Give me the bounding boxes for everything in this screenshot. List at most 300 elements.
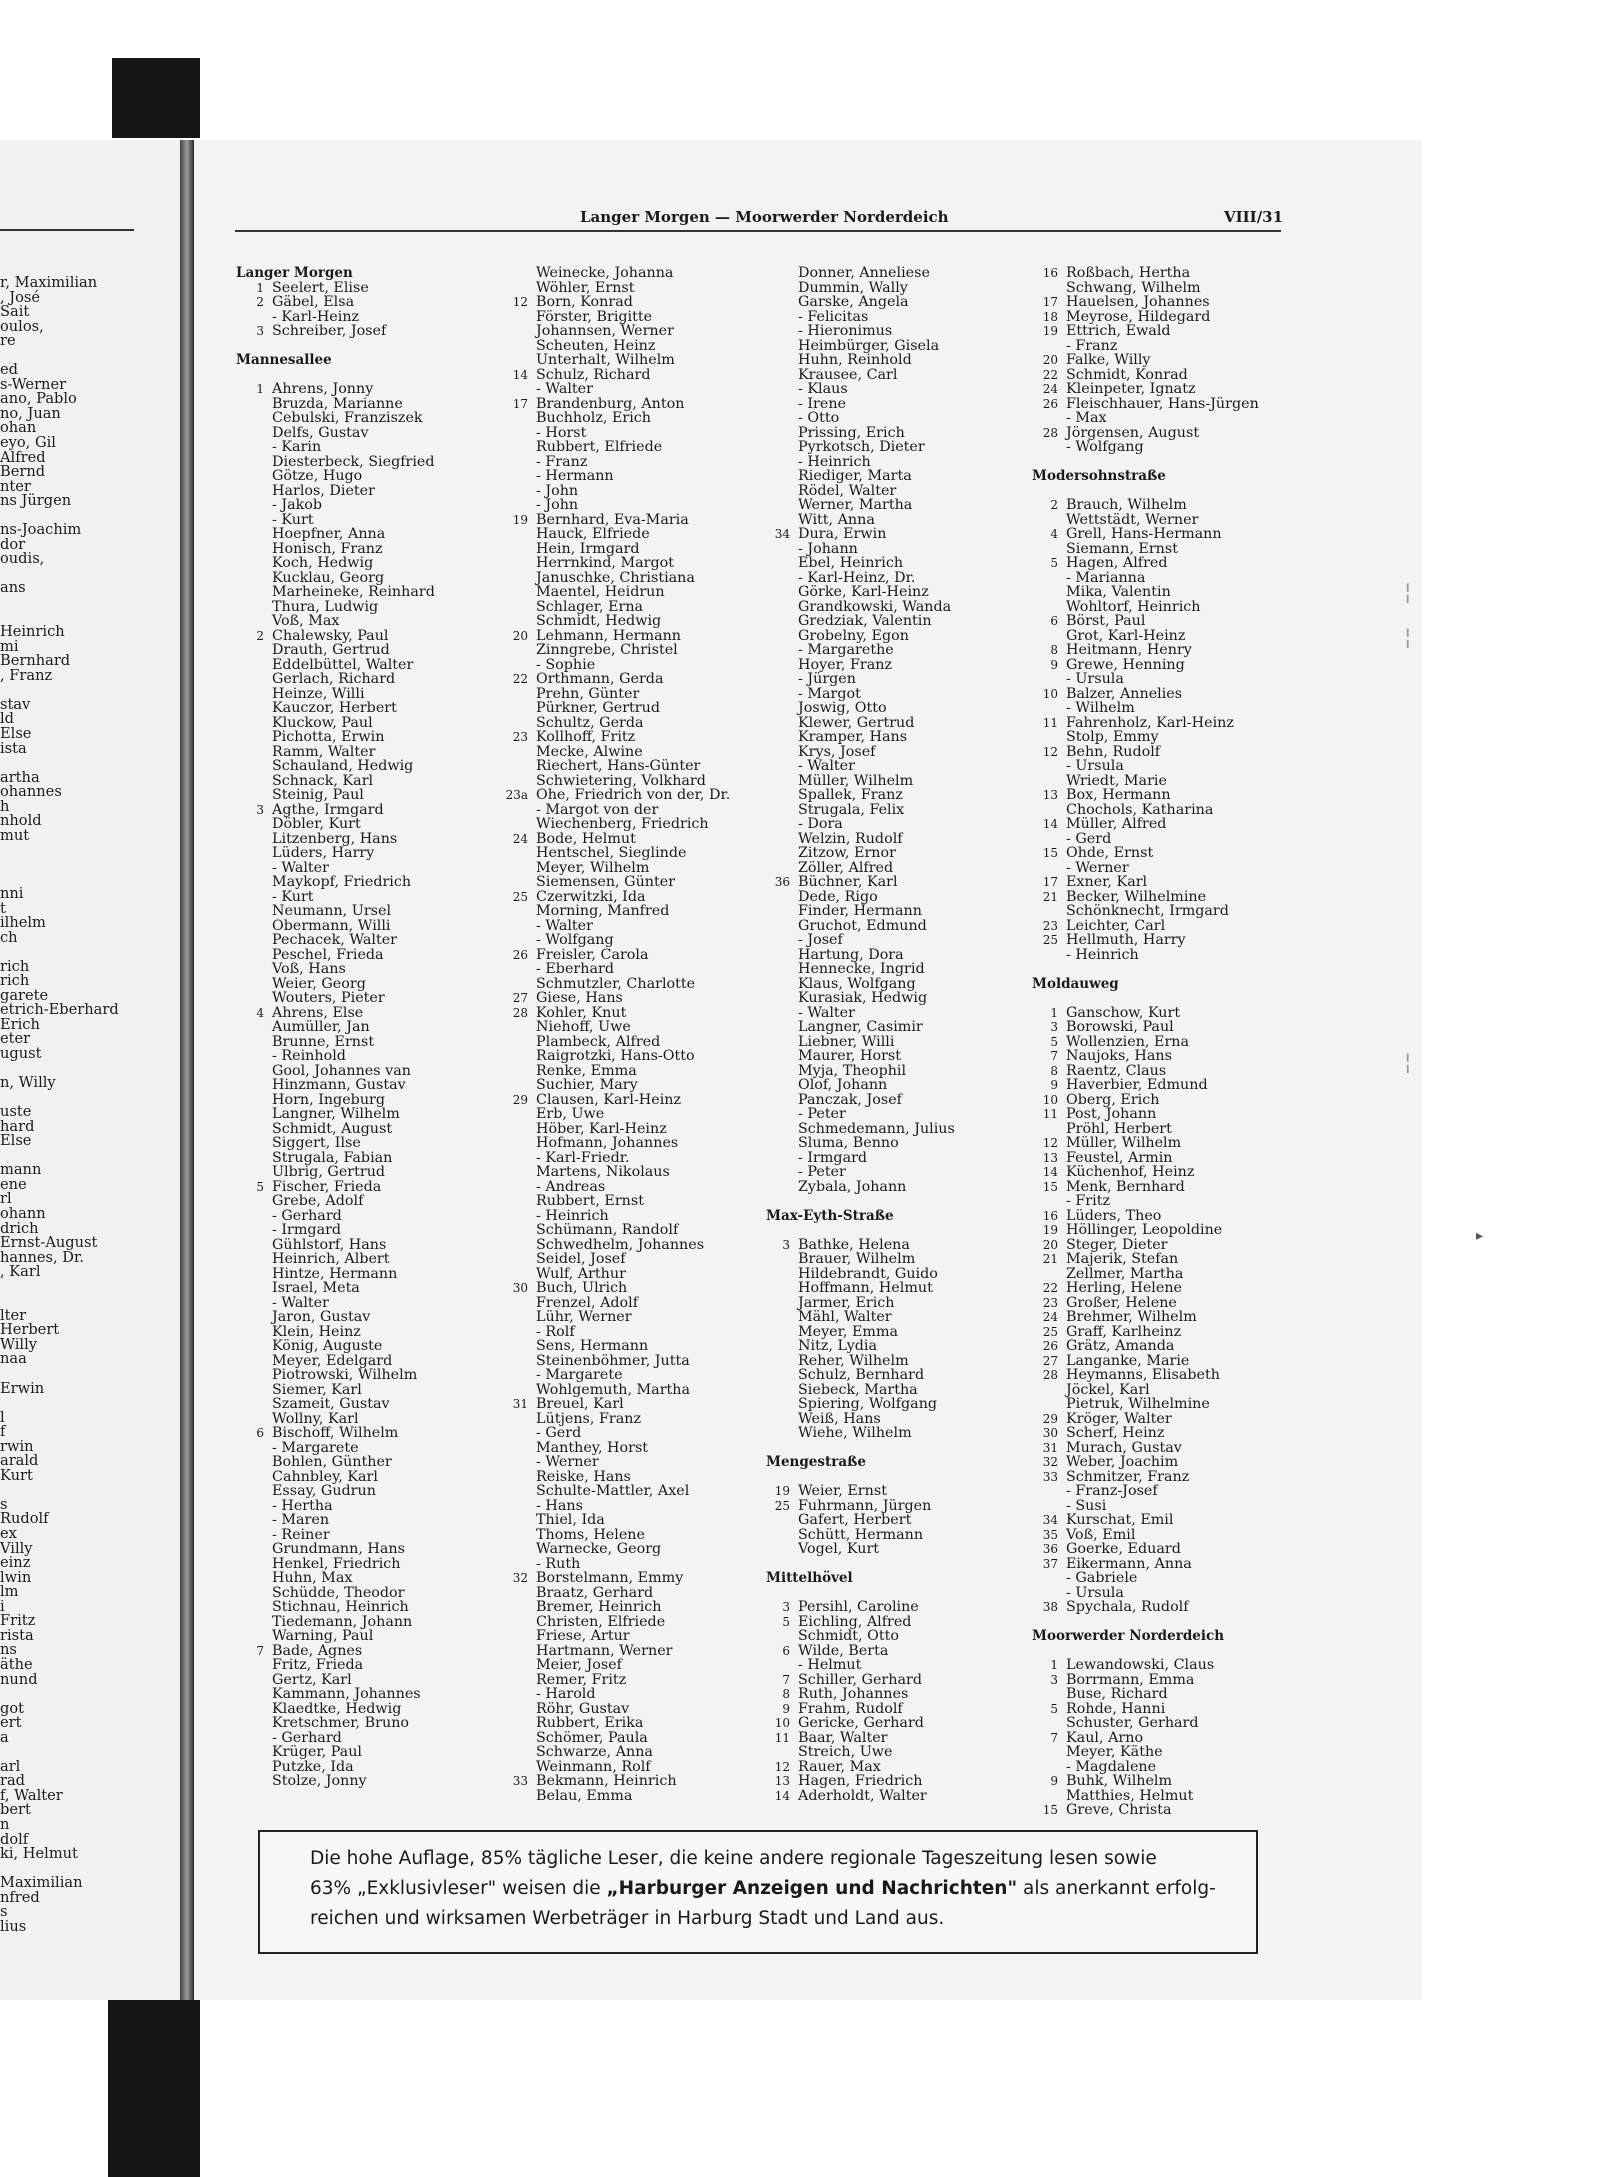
resident-entry — [236, 1412, 436, 1427]
resident-name: Wohlgemuth, Martha — [536, 1381, 691, 1398]
left-page-line: Willy — [0, 1335, 37, 1353]
resident-name: Grot, Karl-Heinz — [1066, 627, 1186, 644]
house-number — [1032, 600, 1066, 615]
house-number — [766, 266, 798, 281]
left-page-line: re — [0, 332, 16, 350]
resident-name: Wiehe, Wilhelm — [798, 1425, 912, 1441]
resident-name: - Franz — [1066, 337, 1118, 354]
resident-name: Wöhler, Ernst — [536, 279, 635, 296]
resident-entry — [1032, 1760, 1292, 1775]
resident-name: - Rolf — [536, 1323, 575, 1340]
resident-entry — [766, 1412, 1026, 1427]
left-page-line — [0, 1280, 178, 1295]
resident-entry — [766, 687, 1026, 702]
resident-name: Heymanns, Elisabeth — [1066, 1367, 1220, 1383]
resident-entry — [766, 571, 1026, 586]
house-number — [504, 1760, 536, 1775]
left-page-line: ld — [0, 710, 15, 728]
house-number — [236, 1629, 272, 1644]
resident-name: Röhr, Gustav — [536, 1700, 630, 1717]
resident-entry — [1032, 382, 1292, 397]
resident-entry — [766, 614, 1026, 629]
resident-name: Zybala, Johann — [798, 1178, 907, 1195]
resident-entry — [766, 1049, 1026, 1064]
resident-entry — [236, 1397, 436, 1412]
house-number — [766, 382, 798, 397]
house-number — [766, 1078, 798, 1093]
resident-name: Buchholz, Erich — [536, 410, 651, 426]
resident-name: Siebeck, Martha — [798, 1381, 918, 1398]
resident-entry — [766, 542, 1026, 557]
house-number — [504, 687, 536, 702]
resident-entry — [766, 1325, 1026, 1340]
resident-entry — [504, 745, 774, 760]
resident-entry — [236, 1441, 436, 1456]
house-number — [504, 977, 536, 992]
house-number — [236, 1223, 272, 1238]
resident-entry — [504, 455, 774, 470]
house-number — [236, 411, 272, 426]
house-number: 9 — [1050, 1078, 1058, 1092]
street-heading: Mannesallee — [236, 352, 332, 368]
resident-entry — [1032, 1122, 1292, 1137]
house-number — [504, 1223, 536, 1238]
resident-name: Harlos, Dieter — [272, 482, 375, 499]
house-number — [766, 890, 798, 905]
resident-entry — [236, 890, 436, 905]
resident-entry — [1032, 846, 1292, 861]
resident-name: Liebner, Willi — [798, 1033, 895, 1050]
resident-entry — [504, 614, 774, 629]
resident-name: Hellmuth, Harry — [1066, 932, 1186, 948]
resident-name: Persihl, Caroline — [798, 1599, 919, 1615]
blank-line — [1032, 484, 1292, 499]
resident-name: Braatz, Gerhard — [536, 1584, 654, 1601]
house-number — [236, 962, 272, 977]
street-heading: Mengestraße — [766, 1454, 866, 1470]
house-number: 9 — [782, 1701, 790, 1716]
house-number — [236, 1412, 272, 1427]
resident-entry — [504, 1557, 774, 1572]
house-number — [504, 600, 536, 615]
resident-name: Bade, Agnes — [272, 1642, 363, 1659]
left-page-line: s — [0, 1495, 8, 1513]
resident-name: Wulf, Arthur — [536, 1265, 626, 1282]
left-page-line — [0, 596, 178, 611]
resident-name: Weinecke, Johanna — [536, 265, 674, 281]
house-number — [766, 687, 798, 702]
resident-name: Voß, Hans — [272, 961, 346, 977]
house-number — [504, 1238, 536, 1253]
house-number — [504, 1484, 536, 1499]
house-number — [766, 948, 798, 963]
resident-entry — [504, 1064, 774, 1079]
house-number — [766, 1325, 798, 1340]
resident-name: - Walter — [798, 758, 855, 774]
house-number: 6 — [1050, 614, 1058, 628]
house-number: 33 — [512, 1774, 528, 1788]
resident-name: Wilde, Berta — [798, 1642, 889, 1659]
resident-name: Schulte-Mattler, Axel — [536, 1483, 690, 1499]
resident-name: Spychala, Rudolf — [1066, 1599, 1189, 1615]
resident-entry — [766, 585, 1026, 600]
resident-name: Kluckow, Paul — [272, 714, 373, 731]
resident-name: Welzin, Rudolf — [798, 830, 903, 847]
resident-name: Born, Konrad — [536, 294, 633, 310]
house-number: 3 — [1050, 1020, 1058, 1034]
resident-entry — [236, 585, 436, 600]
resident-name: - Gerhard — [272, 1729, 342, 1746]
left-page-line: ilhelm — [0, 914, 46, 932]
resident-entry — [236, 933, 436, 948]
left-page-line: ns Jürgen — [0, 492, 72, 510]
house-number — [236, 1542, 272, 1557]
house-number: 25 — [512, 889, 528, 904]
resident-entry — [766, 513, 1026, 528]
resident-entry — [504, 1615, 774, 1630]
resident-name: Werner, Martha — [798, 497, 913, 513]
resident-entry — [1032, 1658, 1292, 1673]
house-number: 25 — [774, 1498, 790, 1513]
resident-entry — [236, 875, 436, 890]
house-number: 16 — [1042, 1208, 1058, 1223]
resident-name: Hennecke, Ingrid — [798, 961, 925, 977]
resident-name: Thoms, Helene — [536, 1526, 645, 1543]
resident-entry — [236, 1354, 436, 1369]
resident-name: - Werner — [1066, 859, 1129, 876]
house-number: 23 — [1042, 918, 1058, 933]
left-page-line: ohan — [0, 419, 37, 437]
resident-name: - Franz — [536, 453, 588, 470]
resident-name: - John — [536, 482, 579, 499]
left-page-line: oudis, — [0, 550, 45, 568]
resident-name: Jarmer, Erich — [798, 1294, 895, 1311]
resident-name: Frenzel, Adolf — [536, 1294, 639, 1311]
resident-name: Raigrotzki, Hans-Otto — [536, 1048, 695, 1064]
resident-name: Leichter, Carl — [1066, 917, 1166, 934]
house-number — [504, 469, 536, 484]
resident-entry — [504, 498, 774, 513]
resident-name: Stolze, Jonny — [272, 1773, 367, 1789]
house-number — [766, 1281, 798, 1296]
resident-name: König, Auguste — [272, 1338, 383, 1354]
header-rule — [235, 230, 1281, 232]
resident-name: Ramm, Walter — [272, 743, 376, 760]
house-number — [236, 1600, 272, 1615]
resident-entry — [766, 1064, 1026, 1079]
resident-entry — [766, 353, 1026, 368]
house-number — [504, 658, 536, 673]
house-number — [236, 1238, 272, 1253]
resident-name: Schwedhelm, Johannes — [536, 1236, 705, 1253]
resident-entry — [504, 716, 774, 731]
resident-entry — [236, 832, 436, 847]
resident-name: - Magdalene — [1066, 1758, 1157, 1775]
resident-entry — [766, 1644, 1026, 1659]
resident-entry — [766, 1673, 1026, 1688]
resident-entry — [766, 658, 1026, 673]
resident-entry — [766, 1542, 1026, 1557]
house-number — [236, 571, 272, 586]
resident-entry — [1032, 658, 1292, 673]
resident-entry — [236, 846, 436, 861]
resident-name: Jöckel, Karl — [1066, 1381, 1150, 1398]
resident-entry — [1032, 426, 1292, 441]
resident-name: Suchier, Mary — [536, 1077, 638, 1093]
house-number — [236, 904, 272, 919]
resident-name: Becker, Wilhelmine — [1066, 888, 1207, 905]
house-number: 2 — [1050, 498, 1058, 512]
resident-entry — [766, 948, 1026, 963]
left-page-line: nund — [0, 1670, 38, 1688]
house-number — [236, 1020, 272, 1035]
resident-entry — [766, 556, 1026, 571]
left-page-line: Erich — [0, 1015, 40, 1033]
house-number — [766, 1267, 798, 1282]
resident-entry — [1032, 600, 1292, 615]
house-number — [766, 585, 798, 600]
resident-name: Renke, Emma — [536, 1062, 637, 1079]
resident-name: Breuel, Karl — [536, 1396, 624, 1412]
house-number: 22 — [1042, 367, 1058, 382]
left-page-line: Else — [0, 1132, 32, 1150]
resident-entry — [504, 1586, 774, 1601]
house-number — [504, 440, 536, 455]
resident-entry — [236, 1310, 436, 1325]
house-number — [236, 991, 272, 1006]
house-number — [504, 1107, 536, 1122]
resident-entry — [236, 469, 436, 484]
resident-name: Ahrens, Else — [272, 1004, 364, 1021]
resident-entry — [1032, 281, 1292, 296]
resident-name: Heinrich, Albert — [272, 1251, 390, 1267]
resident-entry — [766, 962, 1026, 977]
resident-entry — [504, 1165, 774, 1180]
resident-entry — [236, 1571, 436, 1586]
resident-entry — [1032, 1702, 1292, 1717]
house-number: 26 — [512, 947, 528, 962]
house-number — [236, 1064, 272, 1079]
house-number — [766, 861, 798, 876]
resident-name: Grell, Hans-Hermann — [1066, 526, 1222, 542]
house-number — [236, 1354, 272, 1369]
resident-entry — [236, 1542, 436, 1557]
resident-name: - Heinrich — [536, 1207, 609, 1224]
house-number — [236, 1499, 272, 1514]
resident-entry — [504, 600, 774, 615]
blank-line — [1032, 1615, 1292, 1630]
house-number: 19 — [774, 1484, 790, 1498]
resident-name: Wouters, Pieter — [272, 990, 385, 1006]
house-number — [1032, 803, 1066, 818]
resident-name: - Wilhelm — [1066, 700, 1135, 716]
resident-name: Rubbert, Ernst — [536, 1193, 644, 1209]
resident-entry — [504, 1760, 774, 1775]
resident-name: Schuster, Gerhard — [1066, 1715, 1199, 1731]
resident-name: Prehn, Günter — [536, 685, 640, 702]
blank-line — [236, 339, 436, 354]
resident-entry — [504, 803, 774, 818]
resident-name: - Peter — [798, 1106, 846, 1122]
resident-entry — [504, 1629, 774, 1644]
resident-name: Post, Johann — [1066, 1106, 1157, 1122]
house-number — [1032, 672, 1066, 687]
resident-name: Rohde, Hanni — [1066, 1700, 1166, 1717]
left-page-line: t — [0, 899, 6, 917]
resident-name: - Gerhard — [272, 1207, 342, 1224]
resident-entry — [504, 527, 774, 542]
resident-entry — [1032, 1484, 1292, 1499]
resident-entry — [236, 1165, 436, 1180]
resident-entry — [504, 353, 774, 368]
left-page-text — [0, 276, 178, 1934]
house-number — [504, 803, 536, 818]
resident-name: Graff, Karlheinz — [1066, 1323, 1182, 1340]
blank-line — [1032, 455, 1292, 470]
resident-entry — [236, 382, 436, 397]
resident-entry — [504, 1441, 774, 1456]
resident-entry — [504, 1774, 774, 1789]
resident-entry — [504, 411, 774, 426]
house-number — [504, 1789, 536, 1804]
resident-name: Meyer, Emma — [798, 1323, 899, 1340]
resident-name: Essay, Gudrun — [272, 1483, 376, 1499]
resident-name: Erb, Uwe — [536, 1106, 605, 1122]
resident-entry — [1032, 803, 1292, 818]
house-number: 13 — [1042, 1150, 1058, 1165]
resident-name: - Hermann — [536, 468, 614, 484]
resident-name: Lüders, Harry — [272, 845, 375, 861]
house-number: 31 — [512, 1397, 528, 1411]
resident-name: Kröger, Walter — [1066, 1410, 1172, 1427]
resident-name: Scheuten, Heinz — [536, 337, 656, 354]
ad-line-2-end: als anerkannt erfolg- — [1023, 1878, 1216, 1899]
resident-name: Hauck, Elfriede — [536, 526, 650, 542]
house-number: 13 — [1042, 788, 1058, 802]
house-number — [766, 716, 798, 731]
left-page-line — [0, 567, 178, 582]
house-number — [504, 527, 536, 542]
resident-entry — [504, 1513, 774, 1528]
left-page-line: nter — [0, 477, 31, 495]
resident-name: - Jakob — [272, 497, 323, 513]
house-number — [766, 1136, 798, 1151]
resident-entry — [766, 1252, 1026, 1267]
house-number: 26 — [1042, 396, 1058, 411]
house-number: 16 — [1042, 266, 1058, 280]
resident-entry — [504, 382, 774, 397]
resident-name: - Karl-Friedr. — [536, 1149, 630, 1166]
resident-entry — [766, 1426, 1026, 1441]
resident-name: - Wolfgang — [536, 932, 614, 948]
house-number — [1032, 585, 1066, 600]
resident-entry — [766, 1760, 1026, 1775]
resident-entry — [236, 817, 436, 832]
house-number: 19 — [512, 512, 528, 527]
resident-name: Küchenhof, Heinz — [1066, 1164, 1195, 1180]
house-number: 7 — [1050, 1049, 1058, 1063]
resident-name: Stichnau, Heinrich — [272, 1599, 409, 1615]
house-number — [236, 701, 272, 716]
resident-entry — [504, 1223, 774, 1238]
resident-entry — [1032, 1310, 1292, 1325]
resident-name: Obermann, Willi — [272, 917, 391, 934]
resident-name: Müller, Alfred — [1066, 816, 1167, 832]
resident-name: Witt, Anna — [798, 511, 875, 528]
resident-entry — [766, 1702, 1026, 1717]
house-number — [1032, 1194, 1066, 1209]
resident-entry — [766, 426, 1026, 441]
resident-entry — [504, 933, 774, 948]
resident-entry — [766, 1267, 1026, 1282]
resident-name: Sluma, Benno — [798, 1135, 899, 1151]
resident-entry — [504, 861, 774, 876]
house-number — [766, 1397, 798, 1412]
house-number — [236, 817, 272, 832]
resident-entry — [504, 1731, 774, 1746]
resident-name: Langner, Casimir — [798, 1019, 923, 1035]
house-number — [504, 353, 536, 368]
resident-name: Gruchot, Edmund — [798, 917, 927, 934]
resident-name: Hartung, Dora — [798, 946, 904, 963]
resident-entry — [766, 919, 1026, 934]
resident-name: Schlager, Erna — [536, 598, 644, 615]
house-number: 8 — [1050, 643, 1058, 657]
resident-entry — [766, 1731, 1026, 1746]
house-number: 7 — [782, 1672, 790, 1687]
resident-entry — [504, 817, 774, 832]
left-page-line: , Karl — [0, 1263, 41, 1281]
house-number — [504, 1064, 536, 1079]
resident-entry — [766, 324, 1026, 339]
resident-entry — [766, 629, 1026, 644]
resident-entry — [1032, 295, 1292, 310]
resident-entry — [1032, 1368, 1292, 1383]
resident-name: - Walter — [536, 917, 593, 934]
resident-entry — [504, 1644, 774, 1659]
resident-name: Fuhrmann, Jürgen — [798, 1497, 932, 1514]
resident-entry — [504, 1499, 774, 1514]
resident-name: Huhn, Max — [272, 1570, 353, 1586]
resident-name: Zöller, Alfred — [798, 859, 894, 876]
resident-name: Schauland, Hedwig — [272, 758, 414, 774]
resident-entry — [1032, 832, 1292, 847]
resident-entry — [1032, 527, 1292, 542]
resident-entry — [236, 1673, 436, 1688]
resident-name: Szameit, Gustav — [272, 1396, 390, 1412]
house-number — [236, 1136, 272, 1151]
resident-entry — [766, 745, 1026, 760]
resident-name: - Ruth — [536, 1555, 581, 1572]
resident-name: Schwarze, Anna — [536, 1744, 653, 1760]
resident-entry — [504, 1180, 774, 1195]
house-number: 22 — [1042, 1281, 1058, 1295]
resident-entry — [236, 1325, 436, 1340]
resident-name: Feustel, Armin — [1066, 1149, 1173, 1166]
house-number — [236, 643, 272, 658]
house-number: 2 — [256, 295, 264, 309]
resident-entry — [1032, 1412, 1292, 1427]
left-page-line: uste — [0, 1103, 32, 1121]
resident-name: - Helmut — [798, 1657, 862, 1673]
resident-name: Klewer, Gertrud — [798, 714, 915, 731]
resident-entry — [1032, 1049, 1292, 1064]
resident-entry — [1032, 1165, 1292, 1180]
blank-line — [766, 1586, 1026, 1601]
resident-entry — [504, 397, 774, 412]
house-number — [504, 1745, 536, 1760]
resident-entry — [236, 1020, 436, 1035]
